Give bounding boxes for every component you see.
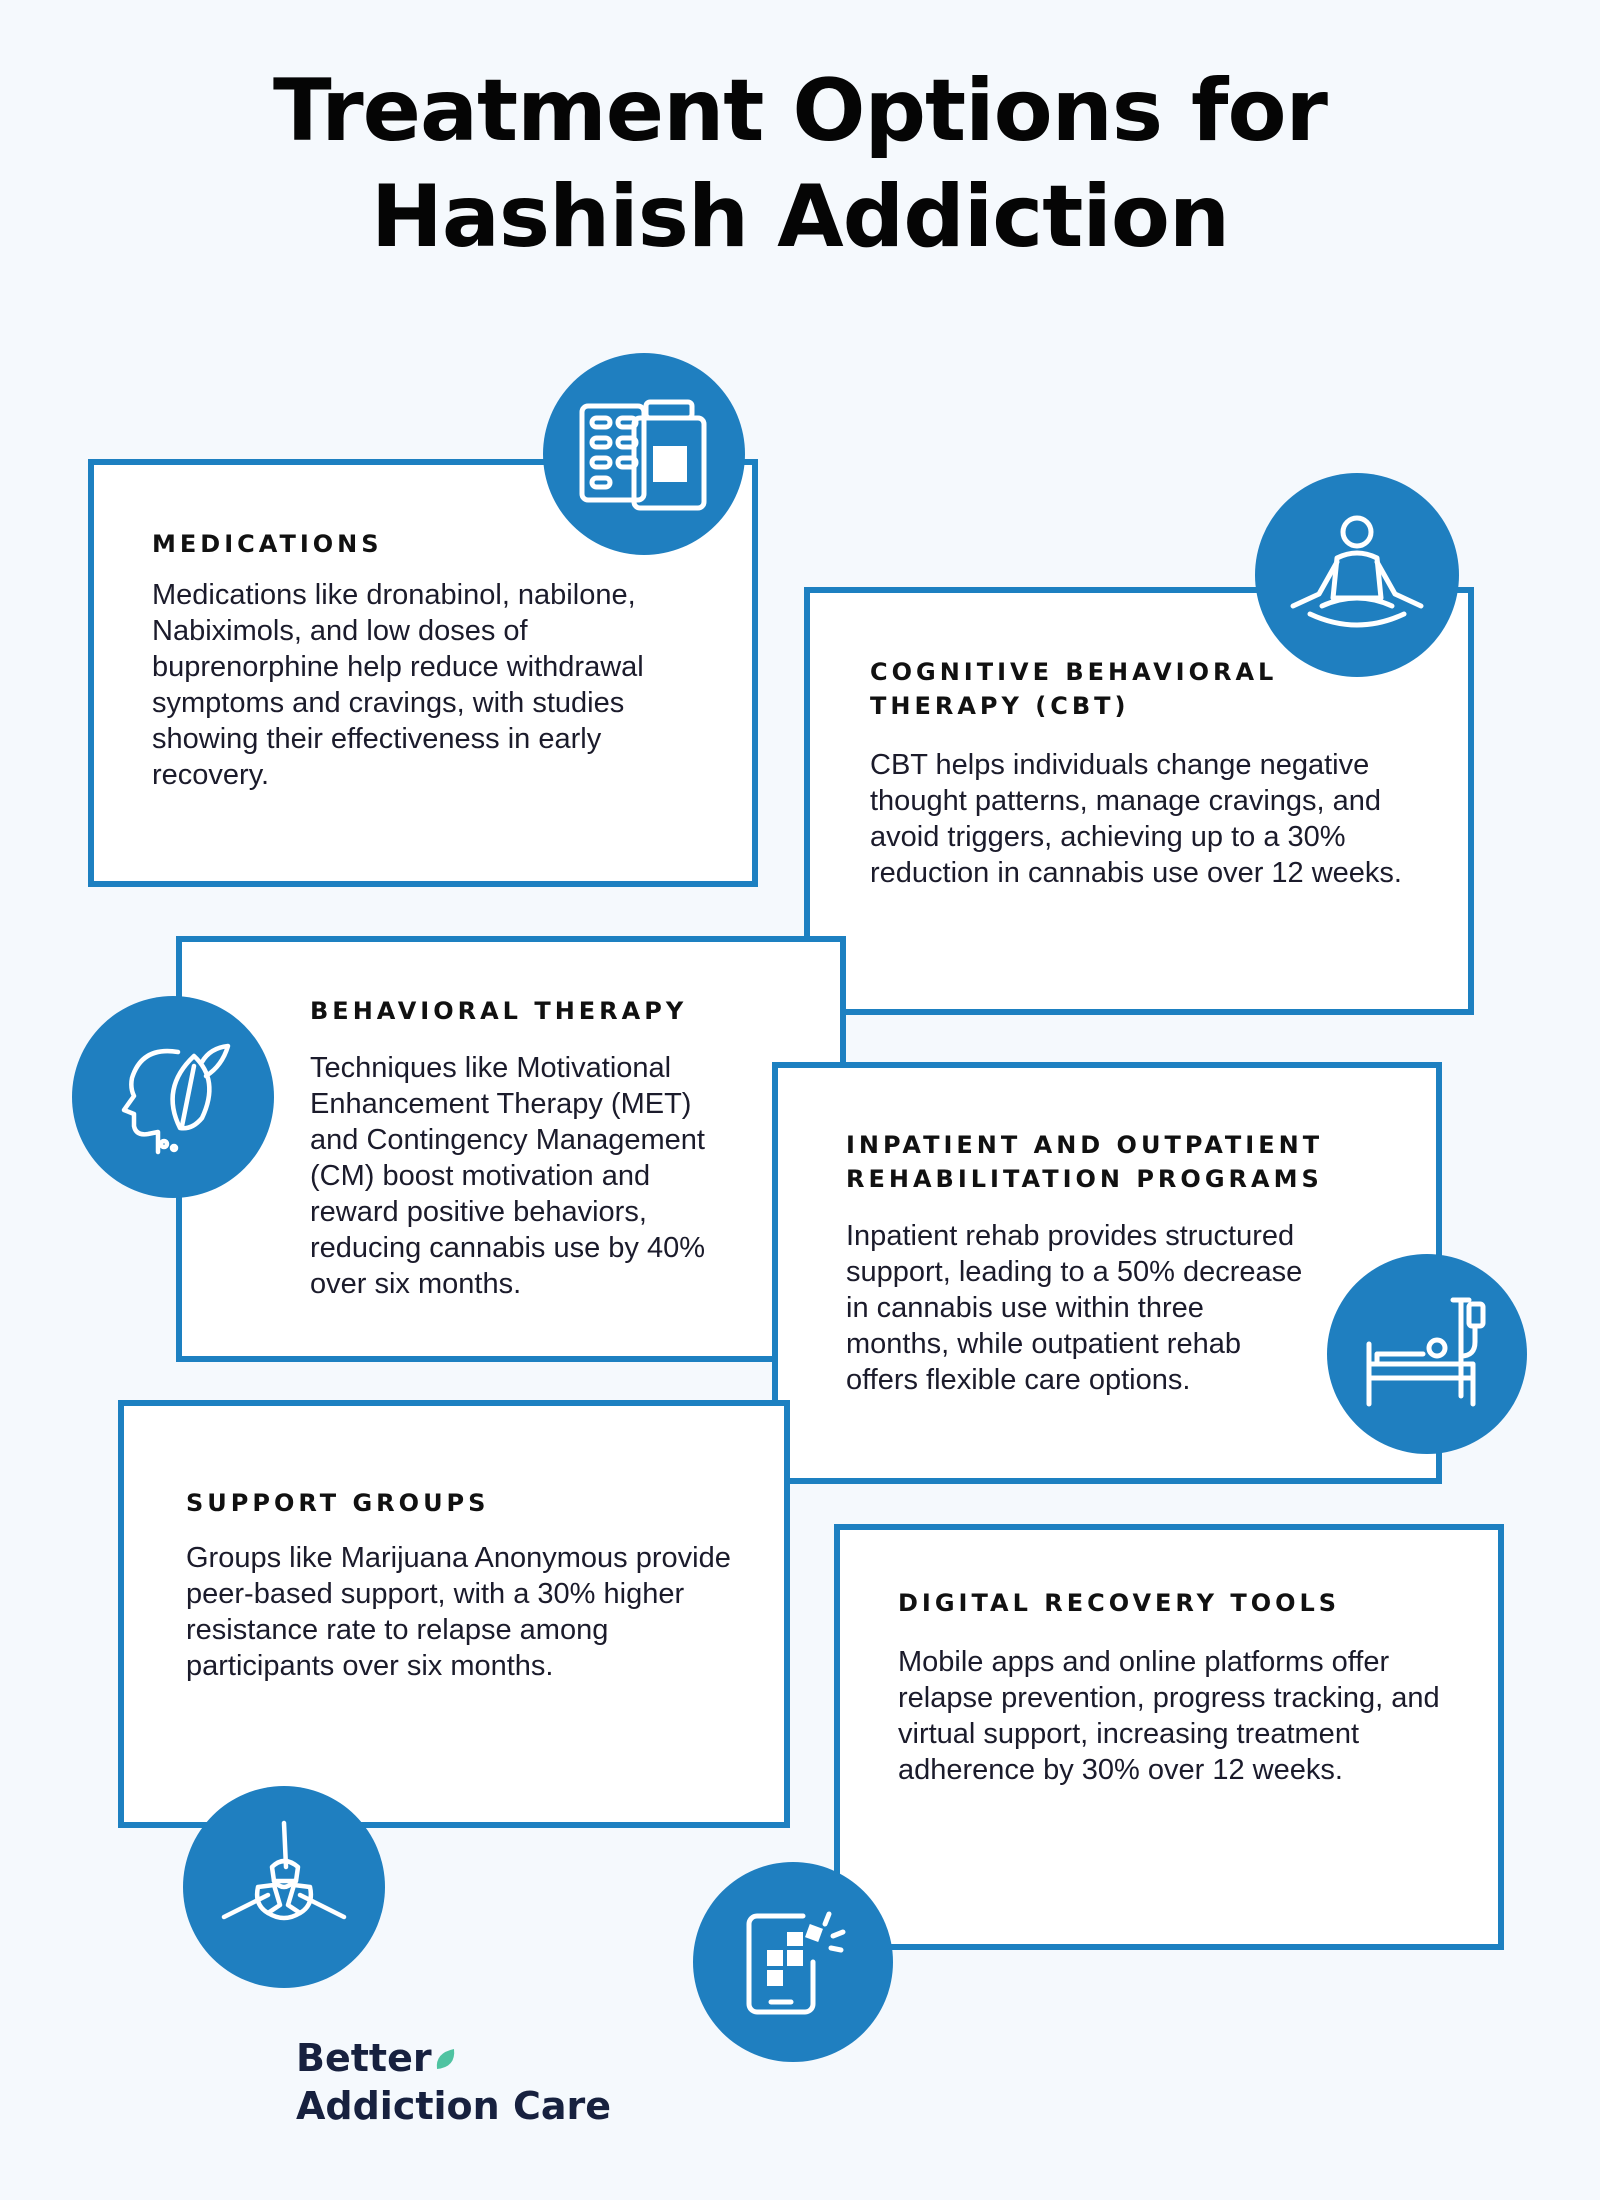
card-body: Mobile apps and online platforms offer relapse prevention, progress tracking, and virtual support, increasing treatment adherence by 30% over 12 weeks. — [898, 1646, 1440, 1786]
card-support-groups — [118, 1400, 790, 1828]
card-body: Inpatient rehab provides structured support, leading to a 50% decrease in cannabis use within three months, while outpatient rehab offers flexible care options. — [846, 1220, 1303, 1396]
brand-line-2: Addiction Care — [296, 2084, 611, 2128]
card-heading: SUPPORT GROUPS — [186, 1489, 490, 1517]
card-heading: DIGITAL RECOVERY TOOLS — [898, 1589, 1341, 1617]
linked-hands-icon — [183, 1786, 385, 1988]
pill-bottle-icon — [543, 353, 745, 555]
hospital-bed-icon — [1327, 1254, 1527, 1454]
card-heading: COGNITIVE BEHAVIORAL THERAPY (CBT) — [870, 658, 1278, 720]
card-heading: MEDICATIONS — [152, 530, 383, 558]
card-rehabilitation — [772, 1062, 1442, 1484]
card-behavioral-therapy — [176, 936, 846, 1362]
meditation-icon — [1255, 473, 1459, 677]
brand-line-1: Better — [296, 2036, 432, 2080]
leaf-icon — [434, 2046, 456, 2072]
card-body: Groups like Marijuana Anonymous provide peer-based support, with a 30% higher resistance rate to relapse among participants over six months. — [186, 1542, 731, 1682]
card-heading: BEHAVIORAL THERAPY — [310, 997, 688, 1025]
card-body: Medications like dronabinol, nabilone, Nabiximols, and low doses of buprenorphine help reduce withdrawal symptoms and cravings, with studies showing their effectiveness in early recovery. — [152, 579, 644, 791]
card-heading: INPATIENT AND OUTPATIENT REHABILITATION PROGRAMS — [846, 1131, 1324, 1193]
card-digital-recovery — [834, 1524, 1504, 1950]
title-line-1: Treatment Options for — [273, 61, 1327, 161]
mobile-app-icon — [693, 1862, 893, 2062]
mind-leaf-icon — [72, 996, 274, 1198]
card-body: Techniques like Motivational Enhancement Therapy (MET) and Contingency Management (CM) boost motivation and reward positive behaviors, reducing cannabis use by 40% over six months. — [310, 1052, 705, 1300]
brand-logo — [296, 2034, 611, 2130]
title-line-2: Hashish Addiction — [370, 167, 1230, 267]
card-body: CBT helps individuals change negative thought patterns, manage cravings, and avoid triggers, achieving up to a 30% reduction in cannabis use over 12 weeks. — [870, 749, 1402, 889]
page-title — [0, 58, 1600, 270]
